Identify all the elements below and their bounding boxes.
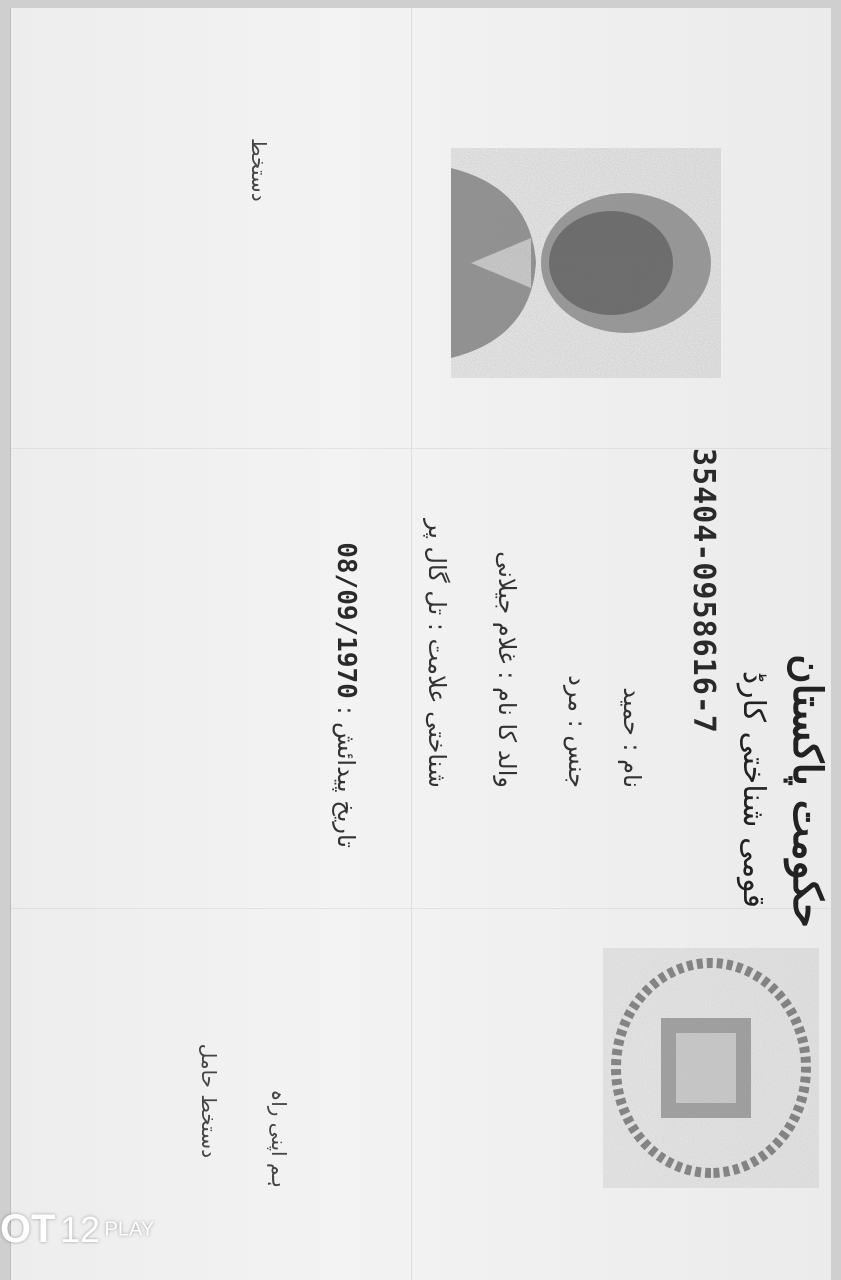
watermark-suffix: PLAY <box>104 1218 155 1241</box>
field-identification-mark: شناختی علامت : تل گال پر <box>423 519 451 788</box>
official-stamp-icon <box>601 948 821 1188</box>
field-name: نام : حمید <box>618 687 646 788</box>
watermark-model: OT <box>0 1207 56 1251</box>
field-gender: جنس : مرد <box>563 675 591 788</box>
field-date-of-birth: تاریخ پیدائش : 08/09/1970 <box>331 542 361 848</box>
field-value: 08/09/1970 <box>331 542 361 699</box>
camera-watermark <box>0 1207 154 1252</box>
id-card-content <box>131 68 841 1228</box>
bottom-note: ہم اپنی راہ <box>267 1089 291 1188</box>
field-label: تاریخ پیدائش <box>332 722 360 848</box>
field-value: تل گال پر <box>423 519 451 616</box>
holder-signature-label: دستخط حامل <box>197 1043 221 1158</box>
field-value: مرد <box>563 675 591 712</box>
field-value: غلام جیلانی <box>493 551 521 664</box>
holder-photo <box>451 148 721 378</box>
field-label: نام <box>618 759 646 788</box>
watermark-number: 12 <box>60 1209 101 1250</box>
field-value: حمید <box>618 687 646 736</box>
document-title: حکومت پاکستان <box>784 654 831 928</box>
field-father-name: والد کا نام : غلام جیلانی <box>493 551 521 788</box>
field-label: شناختی علامت <box>423 638 451 788</box>
field-label: جنس <box>563 735 591 788</box>
document-paper <box>10 8 831 1280</box>
identity-number: 35404-0958616-7 <box>686 448 721 734</box>
signature-label: دستخط <box>247 138 271 202</box>
field-label: والد کا نام <box>493 686 521 788</box>
document-subtitle: قومی شناختی کارڈ <box>736 670 771 908</box>
